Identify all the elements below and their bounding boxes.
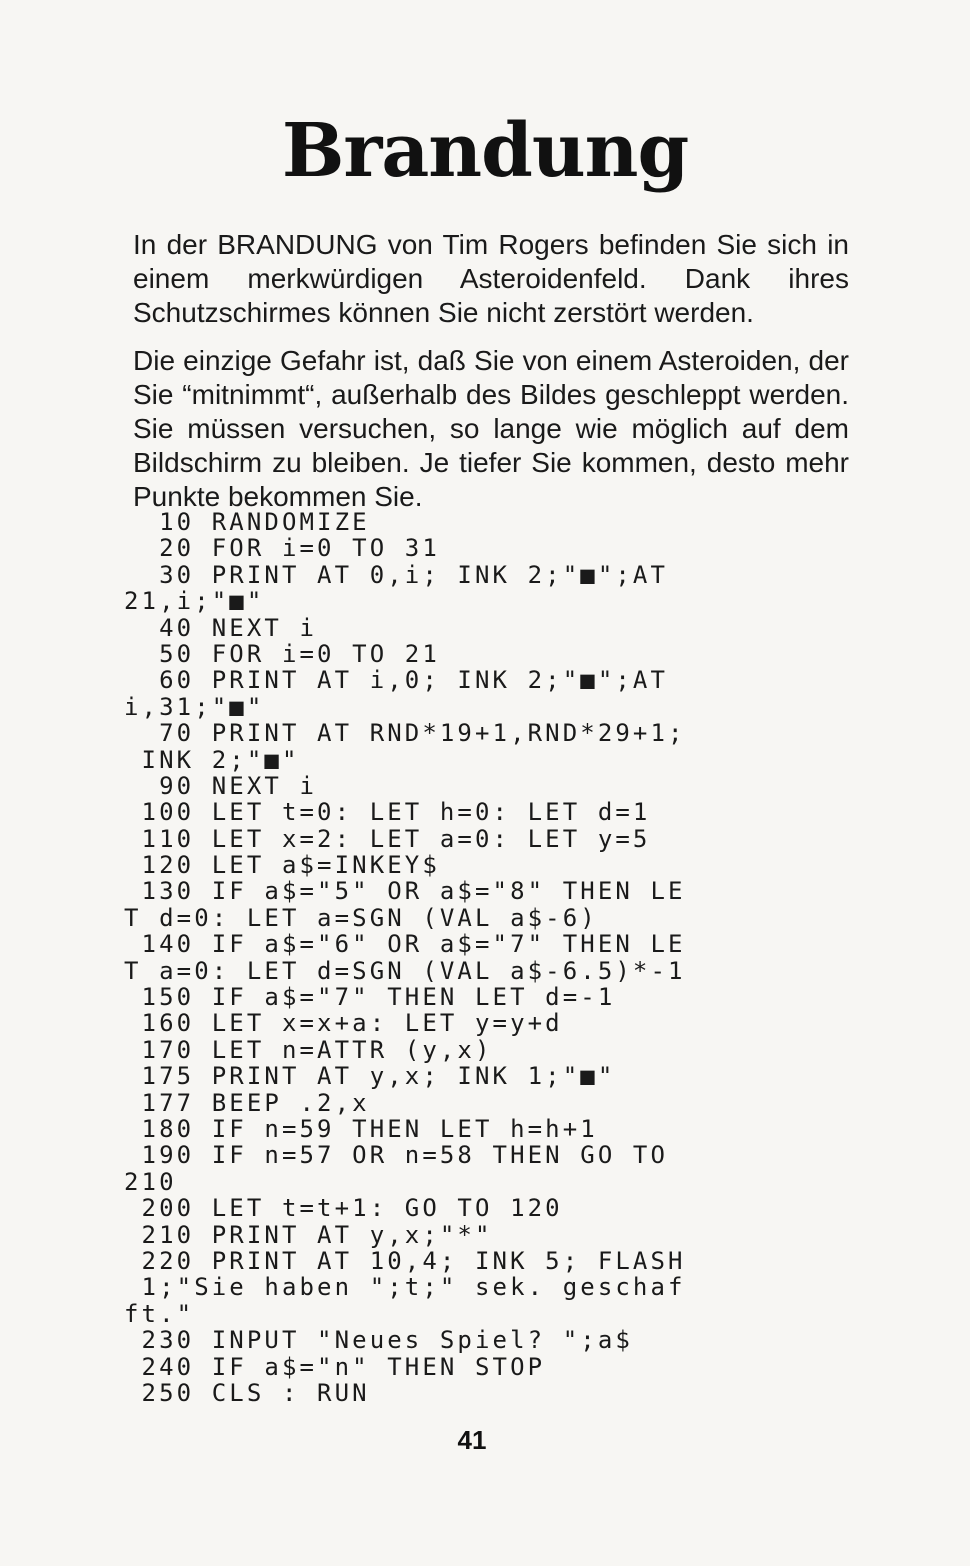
- code-line: 120 LET a$=INKEY$: [124, 851, 440, 880]
- code-line: 60 PRINT AT i,0; INK 2;"■";AT: [124, 666, 669, 695]
- code-line: 30 PRINT AT 0,i; INK 2;"■";AT: [124, 560, 669, 589]
- code-line: INK 2;"■": [124, 745, 300, 774]
- code-line: 10 RANDOMIZE: [124, 508, 370, 536]
- code-line: 50 FOR i=0 TO 21: [124, 639, 440, 668]
- code-line: 1;"Sie haben ";t;" sek. geschaf: [124, 1273, 686, 1302]
- basic-program-listing: [124, 509, 774, 1406]
- code-line: 90 NEXT i: [124, 771, 318, 800]
- code-line: 40 NEXT i: [124, 613, 318, 642]
- code-line: 190 IF n=57 OR n=58 THEN GO TO: [124, 1141, 669, 1170]
- intro-paragraph: Die einzige Gefahr ist, daß Sie von einem Asteroiden, der Sie “mitnimmt“, außerhalb des Bildes geschleppt werden. Sie müssen versuchen, so lange wie möglich auf dem Bildschirm zu bleiben. Je tiefer Sie kommen, desto mehr Punkte bekommen Sie.: [133, 345, 849, 512]
- code-line: 160 LET x=x+a: LET y=y+d: [124, 1009, 563, 1038]
- code-line: 220 PRINT AT 10,4; INK 5; FLASH: [124, 1246, 686, 1275]
- intro-text: [133, 228, 849, 528]
- code-line: 210 PRINT AT y,x;"*": [124, 1220, 493, 1249]
- code-line: T a=0: LET d=SGN (VAL a$-6.5)*-1: [124, 956, 686, 985]
- code-line: 170 LET n=ATTR (y,x): [124, 1035, 493, 1064]
- code-line: 180 IF n=59 THEN LET h=h+1: [124, 1114, 598, 1143]
- code-line: 230 INPUT "Neues Spiel? ";a$: [124, 1326, 633, 1355]
- code-line: 100 LET t=0: LET h=0: LET d=1: [124, 798, 651, 827]
- code-line: 177 BEEP .2,x: [124, 1088, 370, 1117]
- code-line: 150 IF a$="7" THEN LET d=-1: [124, 983, 616, 1012]
- intro-paragraph: In der BRANDUNG von Tim Rogers befinden Sie sich in einem merkwürdigen Asteroidenfeld. Dank ihres Schutzschirmes können Sie nicht zerstört werden.: [133, 229, 849, 328]
- page-number: 41: [457, 1425, 487, 1455]
- code-line: i,31;"■": [124, 692, 265, 721]
- code-line: 210: [124, 1167, 177, 1196]
- code-line: 70 PRINT AT RND*19+1,RND*29+1;: [124, 719, 686, 748]
- code-line: 140 IF a$="6" OR a$="7" THEN LE: [124, 930, 686, 959]
- code-line: 20 FOR i=0 TO 31: [124, 534, 440, 563]
- page-title: Brandung: [281, 108, 689, 194]
- code-line: 21,i;"■": [124, 587, 265, 616]
- code-line: 200 LET t=t+1: GO TO 120: [124, 1194, 563, 1223]
- code-line: 110 LET x=2: LET a=0: LET y=5: [124, 824, 651, 853]
- code-line: T d=0: LET a=SGN (VAL a$-6): [124, 903, 598, 932]
- code-line: 175 PRINT AT y,x; INK 1;"■": [124, 1062, 616, 1091]
- code-line: 130 IF a$="5" OR a$="8" THEN LE: [124, 877, 686, 906]
- code-line: 250 CLS : RUN: [124, 1378, 370, 1407]
- code-line: ft.": [124, 1299, 195, 1328]
- code-line: 240 IF a$="n" THEN STOP: [124, 1352, 546, 1381]
